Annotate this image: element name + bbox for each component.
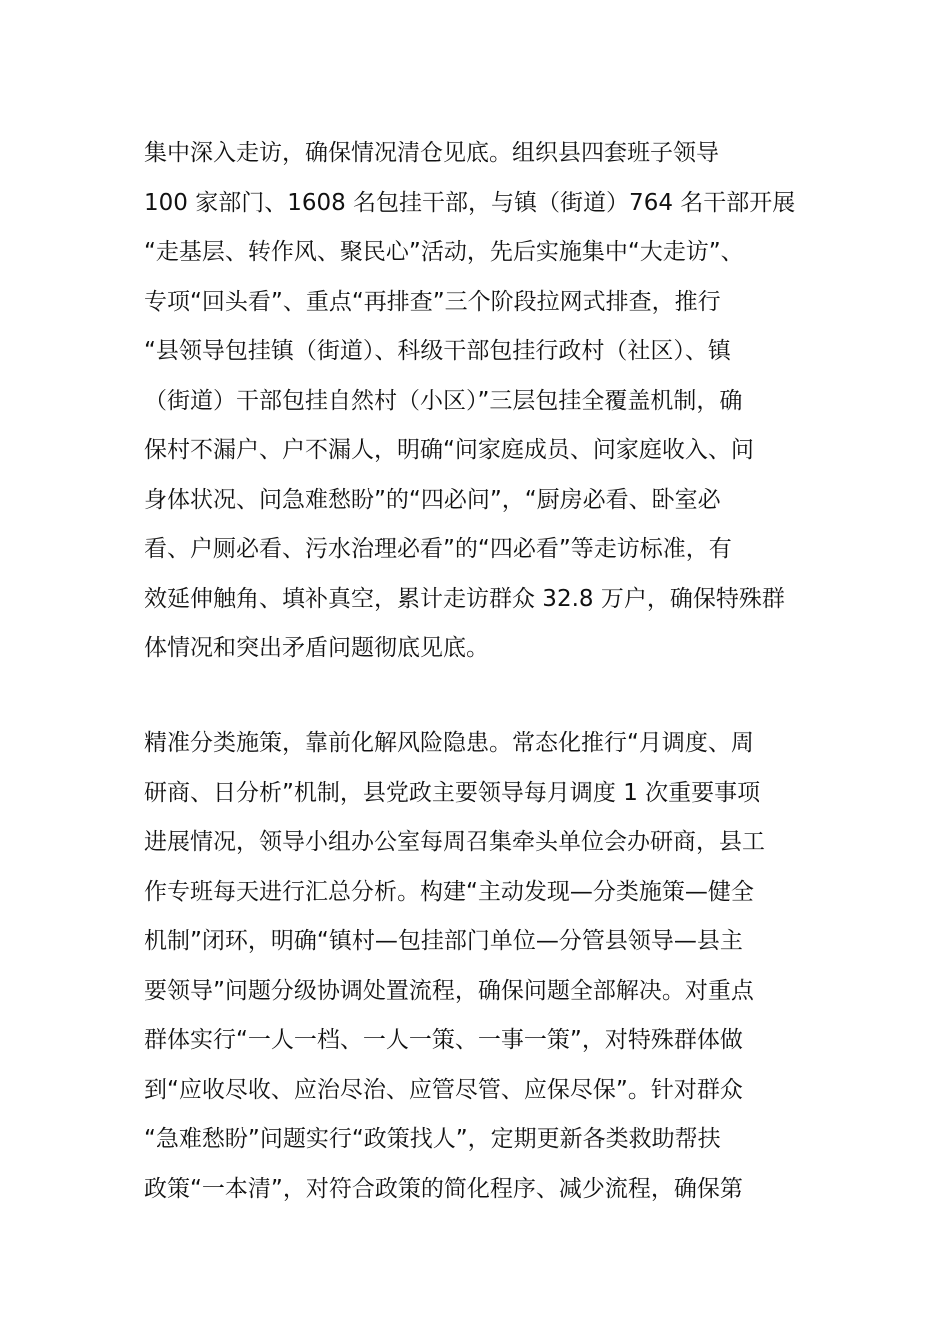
text-line: 集中深入走访，确保情况清仓见底。组织县四套班子领导 [144, 140, 719, 166]
paragraph-classified-measures [144, 719, 824, 1214]
text-line: 体情况和突出矛盾问题彻底见底。 [144, 635, 489, 661]
text-line: 要领导”问题分级协调处置流程，确保问题全部解决。对重点 [144, 977, 754, 1004]
text-line: 专项“回头看”、重点“再排查”三个阶段拉网式排查，推行 [144, 288, 721, 315]
text-line: 研商、日分析”机制，县党政主要领导每月调度 1 次重要事项 [144, 779, 761, 806]
text-line: 群体实行“一人一档、一人一策、一事一策”，对特殊群体做 [144, 1027, 743, 1053]
text-line: “走基层、转作风、聚民心”活动，先后实施集中“大走访”、 [144, 239, 744, 265]
paragraph-visit-investigation [144, 129, 824, 674]
text-line: 政策“一本清”，对符合政策的简化程序、减少流程，确保第 [144, 1175, 743, 1202]
text-line: 机制”闭环，明确“镇村—包挂部门单位—分管县领导—县主 [144, 928, 743, 954]
text-line: 效延伸触角、填补真空，累计走访群众 32.8 万户，确保特殊群 [144, 585, 785, 612]
text-line: “县领导包挂镇（街道）、科级干部包挂行政村（社区）、镇 [144, 338, 731, 364]
text-line: 看、户厕必看、污水治理必看”的“四必看”等走访标准，有 [144, 536, 732, 562]
text-line: 100 家部门、1608 名包挂干部，与镇（街道）764 名干部开展 [144, 189, 796, 216]
text-line: 作专班每天进行汇总分析。构建“主动发现—分类施策—健全 [144, 878, 754, 905]
text-line: （街道）干部包挂自然村（小区）”三层包挂全覆盖机制，确 [144, 387, 743, 414]
text-line: 进展情况，领导小组办公室每周召集牵头单位会办研商，县工 [144, 829, 765, 855]
text-line: 到“应收尽收、应治尽治、应管尽管、应保尽保”。针对群众 [144, 1076, 743, 1103]
text-line: 保村不漏户、户不漏人，明确“问家庭成员、问家庭收入、问 [144, 437, 754, 463]
text-line: “急难愁盼”问题实行“政策找人”，定期更新各类救助帮扶 [144, 1126, 721, 1152]
text-line: 精准分类施策，靠前化解风险隐患。常态化推行“月调度、周 [144, 730, 754, 756]
text-line: 身体状况、问急难愁盼”的“四必问”，“厨房必看、卧室必 [144, 486, 721, 513]
